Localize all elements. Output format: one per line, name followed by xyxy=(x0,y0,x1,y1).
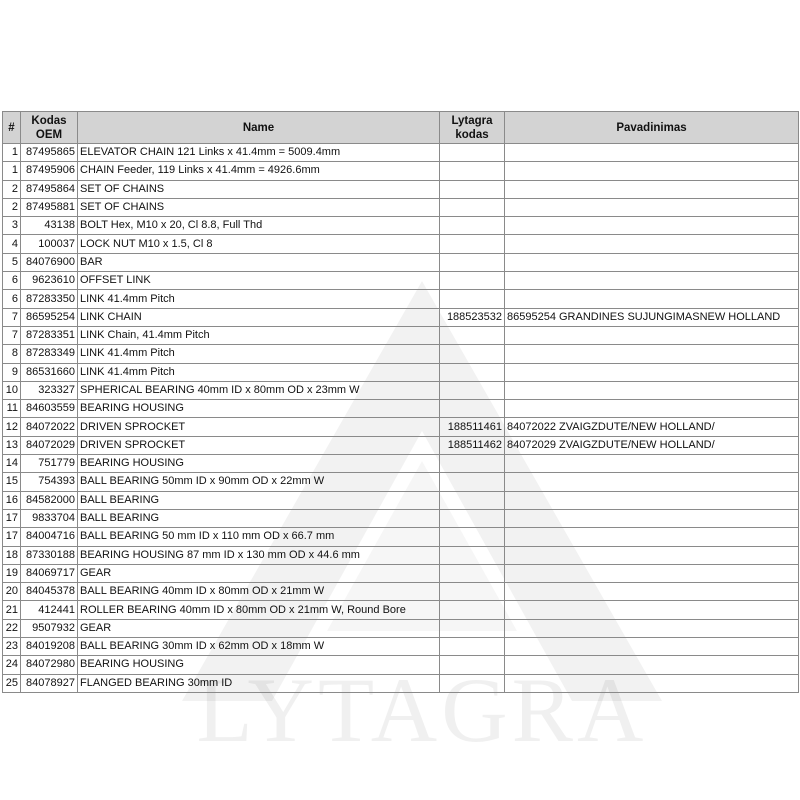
cell-lytagra[interactable] xyxy=(440,656,505,674)
table-row xyxy=(3,656,799,674)
cell-name[interactable]: ELEVATOR CHAIN 121 Links x 41.4mm = 5009.4mm xyxy=(78,144,440,162)
cell-pavadinimas[interactable] xyxy=(505,546,799,564)
table-row xyxy=(3,583,799,601)
cell-num[interactable]: 17 xyxy=(3,509,21,527)
cell-num[interactable]: 5 xyxy=(3,253,21,271)
cell-oem[interactable]: 9507932 xyxy=(21,619,78,637)
cell-name[interactable]: DRIVEN SPROCKET xyxy=(78,418,440,436)
cell-lytagra[interactable] xyxy=(440,583,505,601)
cell-lytagra[interactable] xyxy=(440,198,505,216)
header-row xyxy=(3,112,799,144)
cell-name[interactable]: BEARING HOUSING xyxy=(78,400,440,418)
cell-oem[interactable]: 323327 xyxy=(21,381,78,399)
table-row xyxy=(3,601,799,619)
cell-num[interactable]: 11 xyxy=(3,400,21,418)
cell-name[interactable]: GEAR xyxy=(78,564,440,582)
table-row xyxy=(3,381,799,399)
cell-pavadinimas[interactable] xyxy=(505,638,799,656)
cell-name[interactable]: LINK 41.4mm Pitch xyxy=(78,290,440,308)
cell-name[interactable]: GEAR xyxy=(78,619,440,637)
cell-pavadinimas[interactable] xyxy=(505,674,799,692)
cell-num[interactable]: 18 xyxy=(3,546,21,564)
cell-name[interactable]: FLANGED BEARING 30mm ID xyxy=(78,674,440,692)
cell-num[interactable]: 3 xyxy=(3,217,21,235)
cell-lytagra[interactable]: 188511462 xyxy=(440,436,505,454)
cell-name[interactable]: BEARING HOUSING xyxy=(78,455,440,473)
cell-name[interactable]: LINK 41.4mm Pitch xyxy=(78,345,440,363)
cell-num[interactable]: 20 xyxy=(3,583,21,601)
table-row xyxy=(3,235,799,253)
cell-oem[interactable]: 751779 xyxy=(21,455,78,473)
cell-pavadinimas[interactable] xyxy=(505,290,799,308)
cell-oem[interactable]: 87330188 xyxy=(21,546,78,564)
cell-num[interactable]: 8 xyxy=(3,345,21,363)
cell-oem[interactable]: 412441 xyxy=(21,601,78,619)
cell-pavadinimas[interactable] xyxy=(505,564,799,582)
cell-pavadinimas[interactable] xyxy=(505,400,799,418)
cell-oem[interactable]: 84069717 xyxy=(21,564,78,582)
cell-lytagra[interactable] xyxy=(440,528,505,546)
cell-num[interactable]: 6 xyxy=(3,272,21,290)
cell-lytagra[interactable] xyxy=(440,674,505,692)
cell-lytagra[interactable] xyxy=(440,638,505,656)
cell-lytagra[interactable] xyxy=(440,180,505,198)
cell-pavadinimas[interactable] xyxy=(505,180,799,198)
cell-lytagra[interactable] xyxy=(440,491,505,509)
cell-oem[interactable]: 84072029 xyxy=(21,436,78,454)
cell-name[interactable]: BEARING HOUSING xyxy=(78,656,440,674)
cell-num[interactable]: 13 xyxy=(3,436,21,454)
cell-oem[interactable]: 84582000 xyxy=(21,491,78,509)
cell-pavadinimas[interactable] xyxy=(505,326,799,344)
cell-oem[interactable]: 84603559 xyxy=(21,400,78,418)
cell-oem[interactable]: 86595254 xyxy=(21,308,78,326)
cell-oem[interactable]: 43138 xyxy=(21,217,78,235)
cell-num[interactable]: 1 xyxy=(3,162,21,180)
cell-pavadinimas[interactable] xyxy=(505,253,799,271)
col-header-lytagra[interactable] xyxy=(440,112,505,144)
cell-lytagra[interactable] xyxy=(440,345,505,363)
cell-lytagra[interactable] xyxy=(440,381,505,399)
cell-lytagra[interactable] xyxy=(440,363,505,381)
cell-oem[interactable]: 87495865 xyxy=(21,144,78,162)
cell-num[interactable]: 7 xyxy=(3,308,21,326)
cell-pavadinimas[interactable] xyxy=(505,363,799,381)
cell-pavadinimas[interactable] xyxy=(505,381,799,399)
cell-pavadinimas[interactable]: 86595254 GRANDINES SUJUNGIMASNEW HOLLAND xyxy=(505,308,799,326)
cell-oem[interactable]: 84019208 xyxy=(21,638,78,656)
cell-oem[interactable]: 84004716 xyxy=(21,528,78,546)
cell-num[interactable]: 14 xyxy=(3,455,21,473)
parts-table xyxy=(2,111,799,693)
cell-pavadinimas[interactable]: 84072022 ZVAIGZDUTE/NEW HOLLAND/ xyxy=(505,418,799,436)
cell-name[interactable]: LINK 41.4mm Pitch xyxy=(78,363,440,381)
cell-num[interactable]: 12 xyxy=(3,418,21,436)
cell-lytagra[interactable] xyxy=(440,235,505,253)
cell-name[interactable]: DRIVEN SPROCKET xyxy=(78,436,440,454)
cell-name[interactable]: BALL BEARING 30mm ID x 62mm OD x 18mm W xyxy=(78,638,440,656)
cell-oem[interactable]: 9623610 xyxy=(21,272,78,290)
cell-lytagra[interactable] xyxy=(440,546,505,564)
table-row xyxy=(3,564,799,582)
cell-lytagra[interactable] xyxy=(440,400,505,418)
col-header-oem[interactable] xyxy=(21,112,78,144)
cell-oem[interactable]: 86531660 xyxy=(21,363,78,381)
cell-pavadinimas[interactable] xyxy=(505,144,799,162)
cell-num[interactable]: 16 xyxy=(3,491,21,509)
cell-name[interactable]: BALL BEARING 50 mm ID x 110 mm OD x 66.7 mm xyxy=(78,528,440,546)
cell-name[interactable]: BEARING HOUSING 87 mm ID x 130 mm OD x 44.6 mm xyxy=(78,546,440,564)
cell-name[interactable]: ROLLER BEARING 40mm ID x 80mm OD x 21mm W, Round Bore xyxy=(78,601,440,619)
cell-name[interactable]: BOLT Hex, M10 x 20, Cl 8.8, Full Thd xyxy=(78,217,440,235)
cell-name[interactable]: SET OF CHAINS xyxy=(78,198,440,216)
cell-oem[interactable]: 87283350 xyxy=(21,290,78,308)
cell-pavadinimas[interactable] xyxy=(505,162,799,180)
cell-num[interactable]: 4 xyxy=(3,235,21,253)
cell-num[interactable]: 1 xyxy=(3,144,21,162)
table-row xyxy=(3,528,799,546)
cell-pavadinimas[interactable] xyxy=(505,217,799,235)
cell-num[interactable]: 10 xyxy=(3,381,21,399)
cell-pavadinimas[interactable] xyxy=(505,272,799,290)
cell-num[interactable]: 24 xyxy=(3,656,21,674)
cell-lytagra[interactable]: 188523532 xyxy=(440,308,505,326)
cell-lytagra[interactable] xyxy=(440,272,505,290)
cell-name[interactable]: CHAIN Feeder, 119 Links x 41.4mm = 4926.6mm xyxy=(78,162,440,180)
cell-name[interactable]: BALL BEARING 50mm ID x 90mm OD x 22mm W xyxy=(78,473,440,491)
cell-pavadinimas[interactable] xyxy=(505,528,799,546)
cell-oem[interactable]: 87495906 xyxy=(21,162,78,180)
cell-lytagra[interactable] xyxy=(440,473,505,491)
table-row xyxy=(3,217,799,235)
cell-num[interactable]: 22 xyxy=(3,619,21,637)
table-row xyxy=(3,619,799,637)
cell-oem[interactable]: 84076900 xyxy=(21,253,78,271)
table-row xyxy=(3,253,799,271)
cell-lytagra[interactable] xyxy=(440,253,505,271)
cell-lytagra[interactable] xyxy=(440,564,505,582)
cell-num[interactable]: 15 xyxy=(3,473,21,491)
cell-pavadinimas[interactable] xyxy=(505,235,799,253)
cell-lytagra[interactable] xyxy=(440,619,505,637)
cell-oem[interactable]: 9833704 xyxy=(21,509,78,527)
cell-pavadinimas[interactable] xyxy=(505,583,799,601)
table-row xyxy=(3,674,799,692)
cell-oem[interactable]: 84078927 xyxy=(21,674,78,692)
cell-pavadinimas[interactable]: 84072029 ZVAIGZDUTE/NEW HOLLAND/ xyxy=(505,436,799,454)
table-row xyxy=(3,491,799,509)
col-header-name[interactable]: Name xyxy=(78,112,440,144)
cell-lytagra[interactable] xyxy=(440,455,505,473)
cell-lytagra[interactable] xyxy=(440,290,505,308)
cell-num[interactable]: 23 xyxy=(3,638,21,656)
cell-oem[interactable]: 84072980 xyxy=(21,656,78,674)
cell-lytagra[interactable] xyxy=(440,144,505,162)
cell-name[interactable]: SET OF CHAINS xyxy=(78,180,440,198)
cell-pavadinimas[interactable] xyxy=(505,509,799,527)
cell-num[interactable]: 17 xyxy=(3,528,21,546)
table-row xyxy=(3,473,799,491)
table-row xyxy=(3,436,799,454)
table-row xyxy=(3,400,799,418)
cell-lytagra[interactable] xyxy=(440,601,505,619)
parts-sheet xyxy=(2,111,798,761)
table-row xyxy=(3,455,799,473)
cell-num[interactable]: 25 xyxy=(3,674,21,692)
table-row xyxy=(3,272,799,290)
table-row xyxy=(3,345,799,363)
cell-oem[interactable]: 754393 xyxy=(21,473,78,491)
cell-oem[interactable]: 87283351 xyxy=(21,326,78,344)
cell-name[interactable]: LOCK NUT M10 x 1.5, Cl 8 xyxy=(78,235,440,253)
table-row xyxy=(3,162,799,180)
table-row xyxy=(3,198,799,216)
cell-pavadinimas[interactable] xyxy=(505,619,799,637)
table-row xyxy=(3,546,799,564)
cell-pavadinimas[interactable] xyxy=(505,491,799,509)
cell-num[interactable]: 6 xyxy=(3,290,21,308)
col-header-oem-label: Kodas OEM xyxy=(31,114,67,141)
cell-lytagra[interactable]: 188511461 xyxy=(440,418,505,436)
table-row xyxy=(3,180,799,198)
cell-num[interactable]: 9 xyxy=(3,363,21,381)
col-header-pavadinimas[interactable]: Pavadinimas xyxy=(505,112,799,144)
cell-name[interactable]: BALL BEARING xyxy=(78,491,440,509)
cell-pavadinimas[interactable] xyxy=(505,345,799,363)
cell-name[interactable]: BALL BEARING xyxy=(78,509,440,527)
table-row xyxy=(3,509,799,527)
cell-lytagra[interactable] xyxy=(440,162,505,180)
cell-lytagra[interactable] xyxy=(440,217,505,235)
cell-pavadinimas[interactable] xyxy=(505,455,799,473)
col-header-num[interactable]: # xyxy=(3,112,21,144)
cell-name[interactable]: LINK CHAIN xyxy=(78,308,440,326)
cell-lytagra[interactable] xyxy=(440,509,505,527)
cell-name[interactable]: BAR xyxy=(78,253,440,271)
cell-oem[interactable]: 87495881 xyxy=(21,198,78,216)
cell-oem[interactable]: 100037 xyxy=(21,235,78,253)
cell-oem[interactable]: 87283349 xyxy=(21,345,78,363)
cell-num[interactable]: 7 xyxy=(3,326,21,344)
cell-pavadinimas[interactable] xyxy=(505,656,799,674)
cell-oem[interactable]: 84045378 xyxy=(21,583,78,601)
cell-num[interactable]: 2 xyxy=(3,180,21,198)
cell-name[interactable]: OFFSET LINK xyxy=(78,272,440,290)
cell-name[interactable]: BALL BEARING 40mm ID x 80mm OD x 21mm W xyxy=(78,583,440,601)
cell-name[interactable]: LINK Chain, 41.4mm Pitch xyxy=(78,326,440,344)
table-row xyxy=(3,418,799,436)
cell-num[interactable]: 2 xyxy=(3,198,21,216)
table-row xyxy=(3,144,799,162)
cell-oem[interactable]: 84072022 xyxy=(21,418,78,436)
cell-oem[interactable]: 87495864 xyxy=(21,180,78,198)
watermark-text: LYTAGRA xyxy=(196,659,648,761)
table-row xyxy=(3,290,799,308)
cell-pavadinimas[interactable] xyxy=(505,473,799,491)
cell-pavadinimas[interactable] xyxy=(505,198,799,216)
table-row xyxy=(3,308,799,326)
cell-num[interactable]: 21 xyxy=(3,601,21,619)
cell-name[interactable]: SPHERICAL BEARING 40mm ID x 80mm OD x 23mm W xyxy=(78,381,440,399)
cell-pavadinimas[interactable] xyxy=(505,601,799,619)
col-header-lytagra-label: Lytagra kodas xyxy=(451,114,493,141)
table-row xyxy=(3,638,799,656)
cell-lytagra[interactable] xyxy=(440,326,505,344)
table-row xyxy=(3,326,799,344)
cell-num[interactable]: 19 xyxy=(3,564,21,582)
table-row xyxy=(3,363,799,381)
